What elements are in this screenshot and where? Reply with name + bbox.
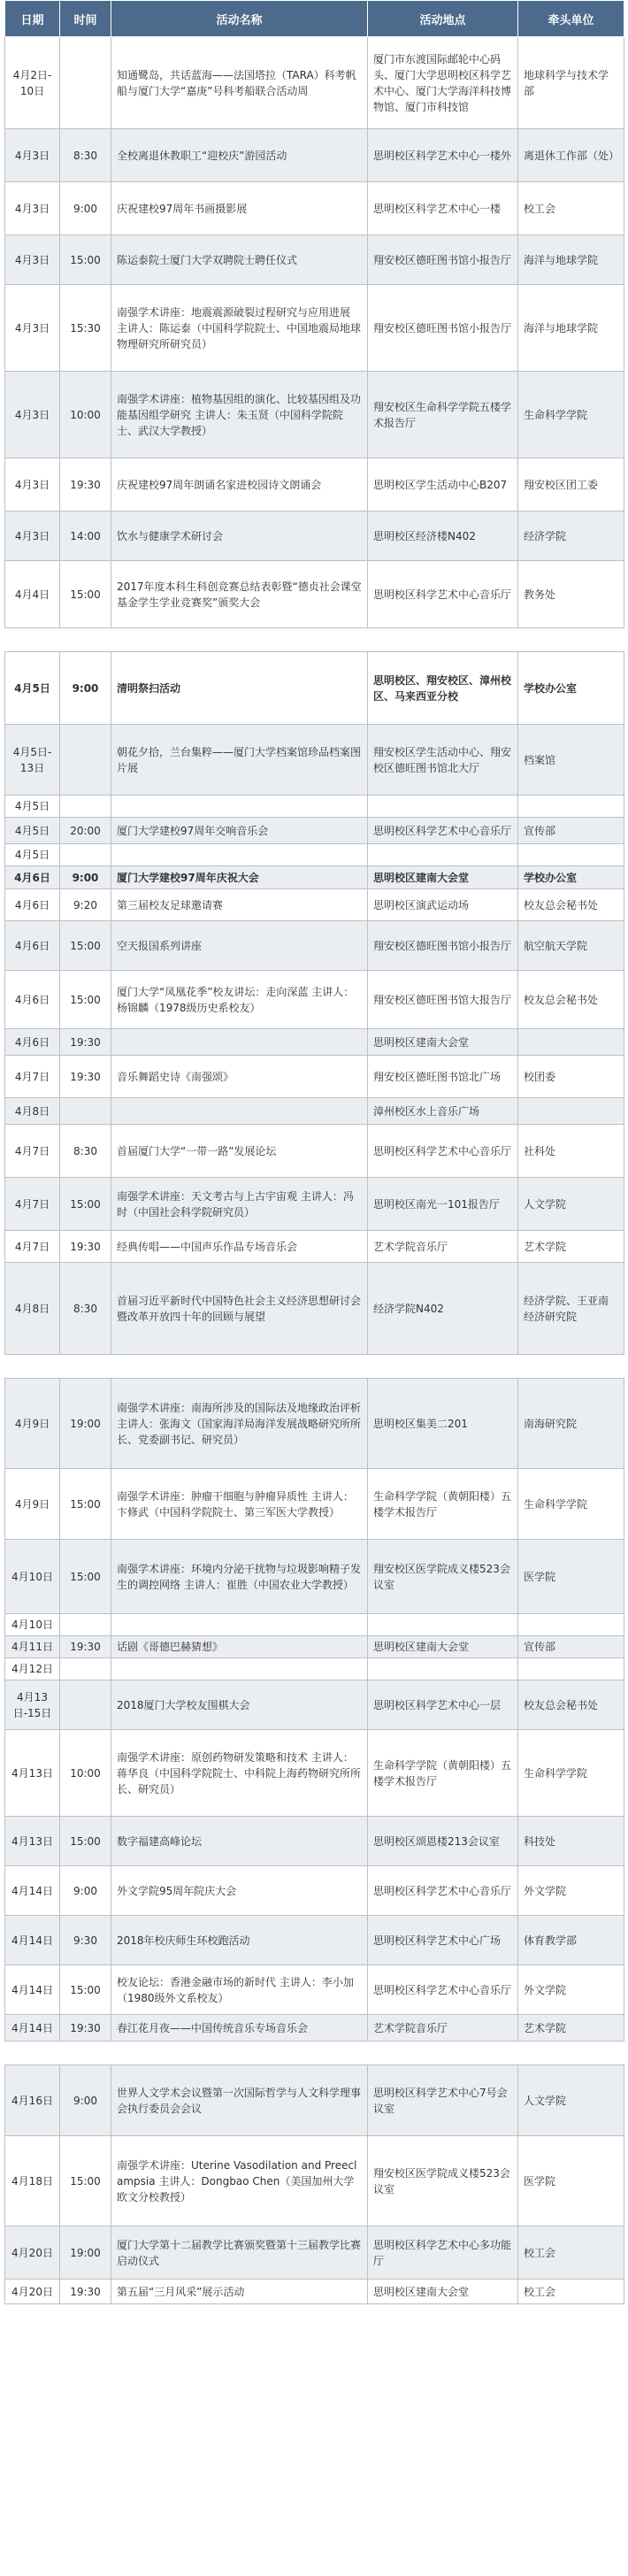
event-name-cell: 世界人文学术会议暨第一次国际哲学与人文科学理事会执行委员会会议	[111, 2065, 368, 2136]
date-cell: 4月20日	[5, 2226, 60, 2280]
event-name-header: 活动名称	[111, 1, 368, 37]
table-row	[5, 129, 624, 182]
event-name-cell: 全校离退休教职工“迎校庆”游园活动	[111, 129, 368, 182]
event-name-cell: 饮水与健康学术研讨会	[111, 511, 368, 561]
date-cell: 4月13日	[5, 1730, 60, 1817]
organizer-cell: 校工会	[518, 182, 624, 235]
date-cell: 4月3日	[5, 372, 60, 458]
event-name-cell: 南强学术讲座：地震震源破裂过程研究与应用进展 主讲人：陈运泰（中国科学院院士、中国地震局地球物理研究所研究员）	[111, 285, 368, 372]
event-name-cell: 数字福建高峰论坛	[111, 1817, 368, 1866]
time-cell	[60, 725, 111, 796]
event-name-cell: 南强学术讲座：环境内分泌干扰物与垃圾影响精子发生的调控网络 主讲人：崔胜（中国农业大学教授）	[111, 1540, 368, 1614]
location-cell: 翔安校区医学院成义楼523会议室	[368, 2136, 518, 2226]
location-cell	[368, 1658, 518, 1680]
table-row	[5, 889, 624, 921]
time-cell: 15:00	[60, 1178, 111, 1231]
time-cell: 15:30	[60, 285, 111, 372]
date-cell: 4月20日	[5, 2280, 60, 2304]
time-cell: 20:00	[60, 818, 111, 844]
location-cell: 翔安校区德旺图书馆小报告厅	[368, 235, 518, 285]
time-cell: 9:00	[60, 866, 111, 889]
time-cell: 14:00	[60, 511, 111, 561]
event-name-cell: 南强学术讲座：天文考古与上古宇宙观 主讲人：冯时（中国社会科学院研究员）	[111, 1178, 368, 1231]
organizer-cell: 地球科学与技术学部	[518, 37, 624, 129]
organizer-cell	[518, 1614, 624, 1636]
organizer-header: 牵头单位	[518, 1, 624, 37]
organizer-cell	[518, 796, 624, 818]
time-cell	[60, 1098, 111, 1125]
date-cell: 4月4日	[5, 561, 60, 628]
date-cell: 4月5日	[5, 652, 60, 725]
separator-cell	[5, 628, 624, 652]
organizer-cell: 艺术学院	[518, 2015, 624, 2042]
table-header-row	[5, 1, 624, 37]
organizer-cell: 校友总会秘书处	[518, 971, 624, 1029]
time-cell: 9:00	[60, 2065, 111, 2136]
organizer-cell: 医学院	[518, 2136, 624, 2226]
location-cell: 厦门市东渡国际邮轮中心码头、厦门大学思明校区科学艺术中心、厦门大学海洋科技博物馆、厦门市科技馆	[368, 37, 518, 129]
time-cell: 15:00	[60, 2136, 111, 2226]
location-cell: 翔安校区生命科学学院五楼学术报告厅	[368, 372, 518, 458]
date-cell: 4月10日	[5, 1614, 60, 1636]
event-schedule-table	[4, 0, 624, 2304]
location-cell: 翔安校区德旺图书馆小报告厅	[368, 285, 518, 372]
time-cell: 10:00	[60, 1730, 111, 1817]
table-row	[5, 818, 624, 844]
table-row	[5, 1680, 624, 1730]
event-name-cell: 南强学术讲座：Uterine Vasodilation and Preeclampsia 主讲人：Dongbao Chen（美国加州大学欧文分校教授）	[111, 2136, 368, 2226]
date-cell: 4月13日-15日	[5, 1680, 60, 1730]
table-row	[5, 1730, 624, 1817]
time-cell: 15:00	[60, 971, 111, 1029]
organizer-cell: 海洋与地球学院	[518, 235, 624, 285]
organizer-cell	[518, 1029, 624, 1056]
location-cell: 翔安校区学生活动中心、翔安校区德旺图书馆北大厅	[368, 725, 518, 796]
date-cell: 4月7日	[5, 1178, 60, 1231]
event-name-cell: 经典传唱——中国声乐作品专场音乐会	[111, 1231, 368, 1263]
time-cell: 9:00	[60, 652, 111, 725]
time-cell: 9:00	[60, 182, 111, 235]
location-cell: 思明校区科学艺术中心音乐厅	[368, 1866, 518, 1916]
time-cell	[60, 1658, 111, 1680]
event-name-cell: 南强学术讲座：原创药物研发策略和技术 主讲人：蒋华良（中国科学院院士、中科院上海药物研究所所长、研究员）	[111, 1730, 368, 1817]
table-row	[5, 2226, 624, 2280]
location-cell: 思明校区科学艺术中心7号会议室	[368, 2065, 518, 2136]
event-name-cell: 朝花夕拾，兰台集粹——厦门大学档案馆珍品档案图片展	[111, 725, 368, 796]
date-cell: 4月10日	[5, 1540, 60, 1614]
date-cell: 4月2日-10日	[5, 37, 60, 129]
location-cell: 思明校区颂恩楼213会议室	[368, 1817, 518, 1866]
event-name-cell: 春江花月夜——中国传统音乐专场音乐会	[111, 2015, 368, 2042]
event-name-cell	[111, 844, 368, 866]
location-cell: 思明校区学生活动中心B207	[368, 458, 518, 511]
organizer-cell: 医学院	[518, 1540, 624, 1614]
time-cell: 15:00	[60, 235, 111, 285]
organizer-cell: 宣传部	[518, 1636, 624, 1658]
event-name-cell: 清明祭扫活动	[111, 652, 368, 725]
table-row	[5, 2136, 624, 2226]
event-name-cell: 首届厦门大学“一带一路”发展论坛	[111, 1125, 368, 1178]
date-cell: 4月14日	[5, 1916, 60, 1965]
date-cell: 4月18日	[5, 2136, 60, 2226]
organizer-cell: 校友总会秘书处	[518, 889, 624, 921]
date-cell: 4月5日	[5, 818, 60, 844]
event-name-cell: 南强学术讲座：肿瘤干细胞与肿瘤异质性 主讲人：卞修武（中国科学院院士、第三军医大学教授）	[111, 1469, 368, 1540]
table-row	[5, 182, 624, 235]
time-cell: 8:30	[60, 1263, 111, 1355]
location-cell: 思明校区科学艺术中心一楼	[368, 182, 518, 235]
time-cell: 9:30	[60, 1916, 111, 1965]
organizer-cell: 校友总会秘书处	[518, 1680, 624, 1730]
event-name-cell: 厦门大学“凤凰花季”校友讲坛：走向深蓝 主讲人：杨锦麟（1978级历史系校友）	[111, 971, 368, 1029]
event-name-cell	[111, 1029, 368, 1056]
location-cell: 思明校区集美二201	[368, 1379, 518, 1469]
location-cell	[368, 796, 518, 818]
date-cell: 4月7日	[5, 1056, 60, 1098]
time-cell: 19:30	[60, 2280, 111, 2304]
organizer-cell: 艺术学院	[518, 1231, 624, 1263]
date-cell: 4月9日	[5, 1379, 60, 1469]
date-cell: 4月3日	[5, 235, 60, 285]
organizer-cell: 航空航天学院	[518, 921, 624, 971]
time-cell: 19:30	[60, 1029, 111, 1056]
date-cell: 4月7日	[5, 1125, 60, 1178]
event-name-cell: 知通鹭岛，共话蓝海——法国塔拉（TARA）科考帆船与厦门大学“嘉庚”号科考船联合活动周	[111, 37, 368, 129]
organizer-cell: 校工会	[518, 2226, 624, 2280]
event-name-cell: 2018厦门大学校友围棋大会	[111, 1680, 368, 1730]
event-name-cell: 南强学术讲座：南海所涉及的国际法及地缘政治评析 主讲人：张海文（国家海洋局海洋发展战略研究所所长、党委副书记、研究员）	[111, 1379, 368, 1469]
organizer-cell: 教务处	[518, 561, 624, 628]
event-name-cell: 厦门大学建校97周年庆祝大会	[111, 866, 368, 889]
table-row	[5, 725, 624, 796]
event-name-cell: 第三届校友足球邀请赛	[111, 889, 368, 921]
time-cell	[60, 37, 111, 129]
table-row	[5, 844, 624, 866]
table-row	[5, 2015, 624, 2042]
table-row	[5, 1614, 624, 1636]
time-cell: 19:30	[60, 458, 111, 511]
organizer-cell: 外文学院	[518, 1866, 624, 1916]
table-row	[5, 372, 624, 458]
organizer-cell: 人文学院	[518, 2065, 624, 2136]
date-cell: 4月3日	[5, 458, 60, 511]
event-name-cell: 2018年校庆师生环校跑活动	[111, 1916, 368, 1965]
time-cell: 15:00	[60, 1965, 111, 2015]
location-cell: 生命科学学院（黄朝阳楼）五楼学术报告厅	[368, 1730, 518, 1817]
event-name-cell: 话剧《哥德巴赫猜想》	[111, 1636, 368, 1658]
location-cell: 思明校区建南大会堂	[368, 1029, 518, 1056]
table-row	[5, 1379, 624, 1469]
organizer-cell: 校工会	[518, 2280, 624, 2304]
separator-cell	[5, 2042, 624, 2065]
location-cell: 思明校区科学艺术中心音乐厅	[368, 1965, 518, 2015]
event-name-cell	[111, 796, 368, 818]
organizer-cell: 学校办公室	[518, 652, 624, 725]
table-row	[5, 1231, 624, 1263]
table-row	[5, 1965, 624, 2015]
event-name-cell	[111, 1614, 368, 1636]
organizer-cell: 生命科学学院	[518, 1469, 624, 1540]
organizer-cell: 离退休工作部（处）	[518, 129, 624, 182]
table-row	[5, 1540, 624, 1614]
date-cell: 4月12日	[5, 1658, 60, 1680]
separator-cell	[5, 1355, 624, 1379]
date-cell: 4月8日	[5, 1263, 60, 1355]
location-cell: 经济学院N402	[368, 1263, 518, 1355]
location-cell: 生命科学学院（黄朝阳楼）五楼学术报告厅	[368, 1469, 518, 1540]
time-cell: 19:00	[60, 2226, 111, 2280]
date-cell: 4月9日	[5, 1469, 60, 1540]
location-cell: 翔安校区医学院成义楼523会议室	[368, 1540, 518, 1614]
table-row	[5, 235, 624, 285]
section-separator	[5, 1355, 624, 1379]
time-cell: 9:20	[60, 889, 111, 921]
organizer-cell: 社科处	[518, 1125, 624, 1178]
table-row	[5, 971, 624, 1029]
date-cell: 4月7日	[5, 1231, 60, 1263]
organizer-cell: 翔安校区团工委	[518, 458, 624, 511]
location-cell: 思明校区科学艺术中心音乐厅	[368, 1125, 518, 1178]
event-name-cell: 庆祝建校97周年书画摄影展	[111, 182, 368, 235]
time-cell	[60, 796, 111, 818]
date-cell: 4月5日	[5, 844, 60, 866]
date-cell: 4月6日	[5, 921, 60, 971]
location-cell: 思明校区经济楼N402	[368, 511, 518, 561]
organizer-cell: 南海研究院	[518, 1379, 624, 1469]
organizer-cell	[518, 1098, 624, 1125]
event-name-cell: 南强学术讲座：植物基因组的演化、比较基因组及功能基因组学研究 主讲人：朱玉贤（中国科学院院士、武汉大学教授）	[111, 372, 368, 458]
event-name-cell: 外文学院95周年院庆大会	[111, 1866, 368, 1916]
location-cell	[368, 1614, 518, 1636]
time-cell: 15:00	[60, 1817, 111, 1866]
time-cell: 15:00	[60, 561, 111, 628]
table-row	[5, 1098, 624, 1125]
time-cell: 19:30	[60, 1636, 111, 1658]
organizer-cell	[518, 1658, 624, 1680]
event-name-cell: 厦门大学第十二届教学比赛颁奖暨第十三届教学比赛启动仪式	[111, 2226, 368, 2280]
date-cell: 4月3日	[5, 511, 60, 561]
organizer-cell: 学校办公室	[518, 866, 624, 889]
date-cell: 4月6日	[5, 866, 60, 889]
date-header: 日期	[5, 1, 60, 37]
location-cell: 思明校区演武运动场	[368, 889, 518, 921]
event-name-cell: 庆祝建校97周年朗诵名家进校园诗文朗诵会	[111, 458, 368, 511]
date-cell: 4月3日	[5, 285, 60, 372]
event-name-cell: 2017年度本科生科创竞赛总结表彰暨“德贞社会课堂基金学生学业竞赛奖”颁奖大会	[111, 561, 368, 628]
event-name-cell	[111, 1098, 368, 1125]
event-name-cell: 陈运泰院士厦门大学双聘院士聘任仪式	[111, 235, 368, 285]
organizer-cell: 校团委	[518, 1056, 624, 1098]
location-cell: 思明校区科学艺术中心广场	[368, 1916, 518, 1965]
location-cell: 思明校区科学艺术中心一层	[368, 1680, 518, 1730]
table-row	[5, 796, 624, 818]
location-cell: 艺术学院音乐厅	[368, 2015, 518, 2042]
date-cell: 4月5日	[5, 796, 60, 818]
location-cell: 艺术学院音乐厅	[368, 1231, 518, 1263]
table-row	[5, 921, 624, 971]
date-cell: 4月8日	[5, 1098, 60, 1125]
table-row	[5, 285, 624, 372]
location-cell: 翔安校区德旺图书馆小报告厅	[368, 921, 518, 971]
time-cell: 9:00	[60, 1866, 111, 1916]
event-name-cell: 厦门大学建校97周年交响音乐会	[111, 818, 368, 844]
table-row	[5, 652, 624, 725]
location-cell: 思明校区科学艺术中心音乐厅	[368, 818, 518, 844]
table-row	[5, 511, 624, 561]
table-row	[5, 37, 624, 129]
time-cell: 8:30	[60, 1125, 111, 1178]
table-row	[5, 2280, 624, 2304]
date-cell: 4月5日-13日	[5, 725, 60, 796]
location-cell: 思明校区科学艺术中心多功能厅	[368, 2226, 518, 2280]
date-cell: 4月14日	[5, 1965, 60, 2015]
section-separator	[5, 2042, 624, 2065]
location-cell: 思明校区南光一101报告厅	[368, 1178, 518, 1231]
time-cell: 8:30	[60, 129, 111, 182]
date-cell: 4月6日	[5, 1029, 60, 1056]
time-cell	[60, 844, 111, 866]
organizer-cell: 科技处	[518, 1817, 624, 1866]
date-cell: 4月3日	[5, 129, 60, 182]
table-row	[5, 458, 624, 511]
table-row	[5, 1817, 624, 1866]
time-cell: 19:00	[60, 1379, 111, 1469]
time-cell: 19:30	[60, 1231, 111, 1263]
time-cell: 19:30	[60, 1056, 111, 1098]
table-row	[5, 1263, 624, 1355]
time-cell	[60, 1680, 111, 1730]
event-name-cell	[111, 1658, 368, 1680]
date-cell: 4月6日	[5, 889, 60, 921]
time-cell: 15:00	[60, 921, 111, 971]
time-cell: 10:00	[60, 372, 111, 458]
location-cell: 思明校区科学艺术中心音乐厅	[368, 561, 518, 628]
organizer-cell: 生命科学学院	[518, 1730, 624, 1817]
organizer-cell: 经济学院、王亚南经济研究院	[518, 1263, 624, 1355]
location-cell: 思明校区建南大会堂	[368, 866, 518, 889]
date-cell: 4月14日	[5, 2015, 60, 2042]
date-cell: 4月13日	[5, 1817, 60, 1866]
organizer-cell: 生命科学学院	[518, 372, 624, 458]
table-row	[5, 1866, 624, 1916]
time-cell: 15:00	[60, 1469, 111, 1540]
event-name-cell: 空天报国系列讲座	[111, 921, 368, 971]
location-cell: 思明校区、翔安校区、漳州校区、马来西亚分校	[368, 652, 518, 725]
organizer-cell: 档案馆	[518, 725, 624, 796]
table-row	[5, 2065, 624, 2136]
organizer-cell: 人文学院	[518, 1178, 624, 1231]
location-cell: 思明校区科学艺术中心一楼外	[368, 129, 518, 182]
table-row	[5, 1056, 624, 1098]
date-cell: 4月14日	[5, 1866, 60, 1916]
organizer-cell: 经济学院	[518, 511, 624, 561]
time-cell: 19:30	[60, 2015, 111, 2042]
organizer-cell: 宣传部	[518, 818, 624, 844]
location-cell: 思明校区建南大会堂	[368, 1636, 518, 1658]
table-row	[5, 1916, 624, 1965]
table-row	[5, 1636, 624, 1658]
organizer-cell	[518, 844, 624, 866]
table-row	[5, 1125, 624, 1178]
event-name-cell: 校友论坛：香港金融市场的新时代 主讲人：李小加（1980级外文系校友）	[111, 1965, 368, 2015]
location-cell	[368, 844, 518, 866]
organizer-cell: 外文学院	[518, 1965, 624, 2015]
date-cell: 4月6日	[5, 971, 60, 1029]
table-row	[5, 866, 624, 889]
table-row	[5, 1658, 624, 1680]
table-row	[5, 1178, 624, 1231]
event-name-cell: 第五届“三月风采”展示活动	[111, 2280, 368, 2304]
date-cell: 4月3日	[5, 182, 60, 235]
event-name-cell: 音乐舞蹈史诗《南强颂》	[111, 1056, 368, 1098]
location-cell: 翔安校区德旺图书馆大报告厅	[368, 971, 518, 1029]
date-cell: 4月11日	[5, 1636, 60, 1658]
table-row	[5, 561, 624, 628]
event-name-cell: 首届习近平新时代中国特色社会主义经济思想研讨会暨改革开放四十年的回顾与展望	[111, 1263, 368, 1355]
table-row	[5, 1469, 624, 1540]
location-header: 活动地点	[368, 1, 518, 37]
time-cell: 15:00	[60, 1540, 111, 1614]
location-cell: 翔安校区德旺图书馆北广场	[368, 1056, 518, 1098]
organizer-cell: 海洋与地球学院	[518, 285, 624, 372]
time-cell	[60, 1614, 111, 1636]
organizer-cell: 体育教学部	[518, 1916, 624, 1965]
location-cell: 漳州校区水上音乐广场	[368, 1098, 518, 1125]
time-header: 时间	[60, 1, 111, 37]
table-row	[5, 1029, 624, 1056]
section-separator	[5, 628, 624, 652]
location-cell: 思明校区建南大会堂	[368, 2280, 518, 2304]
date-cell: 4月16日	[5, 2065, 60, 2136]
